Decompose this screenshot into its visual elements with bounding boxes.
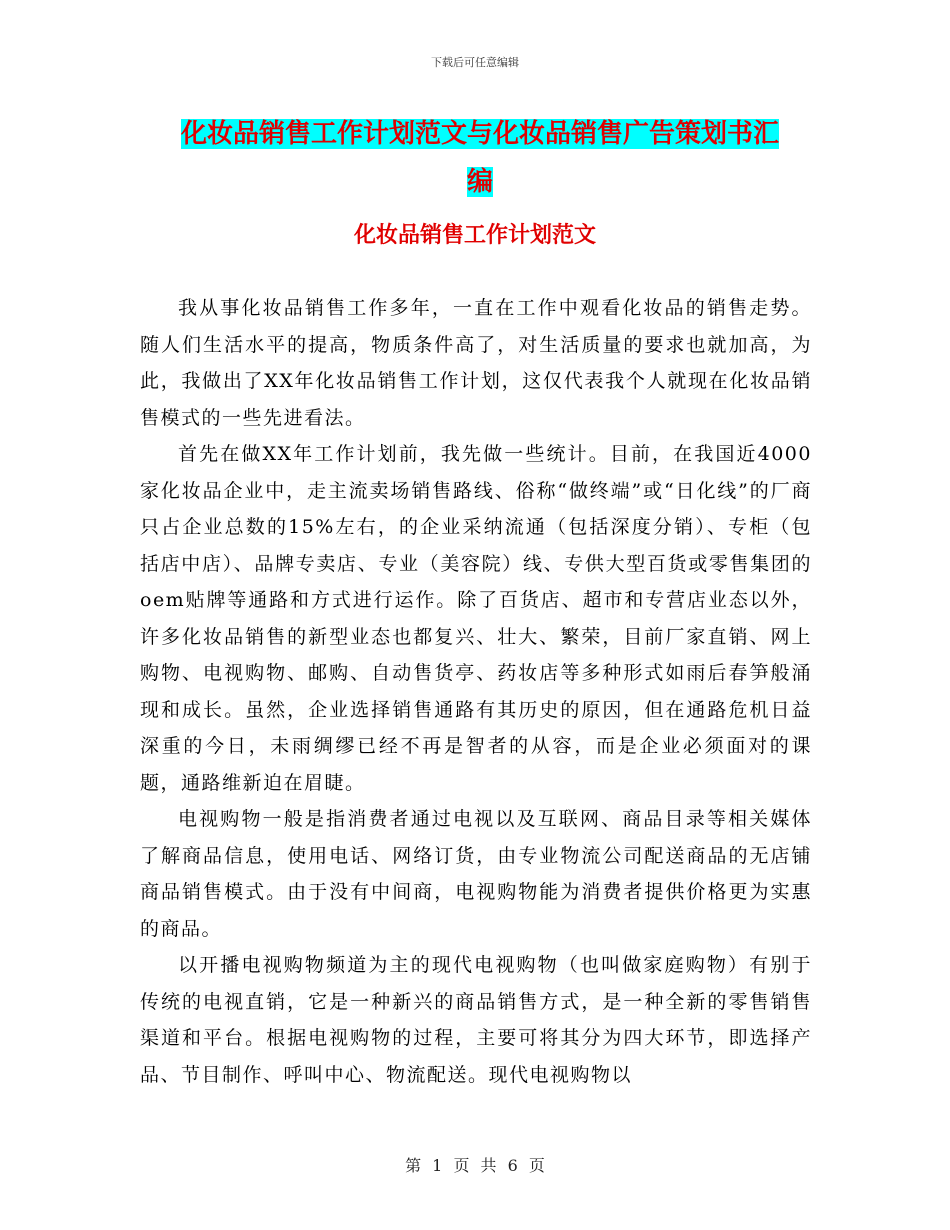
- paragraph-3: 电视购物一般是指消费者通过电视以及互联网、商品目录等相关媒体了解商品信息，使用电话、网络订货，由专业物流公司配送商品的无店铺商品销售模式。由于没有中间商，电视购物能为消费者提供价格更为实惠的商品。: [140, 808, 812, 940]
- section-title: 化妆品销售工作计划范文: [353, 223, 596, 248]
- document-title-line1: 化妆品销售工作计划范文与化妆品销售广告策划书汇: [180, 119, 779, 149]
- document-body: [140, 290, 812, 1093]
- paragraph-4: 以开播电视购物频道为主的现代电视购物（也叫做家庭购物）有别于传统的电视直销，它是一种新兴的商品销售方式，是一种全新的零售销售渠道和平台。根据电视购物的过程，主要可将其分为四大环节，即选择产品、节目制作、呼叫中心、物流配送。现代电视购物以: [140, 954, 812, 1086]
- header-note: 下载后可任意编辑: [431, 56, 519, 69]
- paragraph-1: 我从事化妆品销售工作多年，一直在工作中观看化妆品的销售走势。随人们生活水平的提高，物质条件高了，对生活质量的要求也就加高，为此，我做出了XX年化妆品销售工作计划，这仅代表我个人就现在化妆品销售模式的一些先进看法。: [140, 297, 812, 429]
- page-number: 第 1 页 共 6 页: [405, 1156, 545, 1175]
- document-title: [140, 110, 820, 206]
- document-title-line2: 编: [466, 167, 493, 197]
- paragraph-2: 首先在做XX年工作计划前，我先做一些统计。目前，在我国近4000家化妆品企业中，走主流卖场销售路线、俗称“做终端”或“日化线”的厂商只占企业总数的15%左右，的企业采纳流通（包括深度分销）、专柜（包括店中店）、品牌专卖店、专业（美容院）线、专供大型百货或零售集团的oem贴牌等通路和方式进行运作。除了百货店、超市和专营店业态以外，许多化妆品销售的新型业态也都复兴、壮大、繁荣，目前厂家直销、网上购物、电视购物、邮购、自动售货亭、药妆店等多种形式如雨后春笋般涌现和成长。虽然，企业选择销售通路有其历史的原因，但在通路危机日益深重的今日，未雨绸缪已经不再是智者的从容，而是企业必须面对的课题，通路维新迫在眉睫。: [140, 443, 812, 794]
